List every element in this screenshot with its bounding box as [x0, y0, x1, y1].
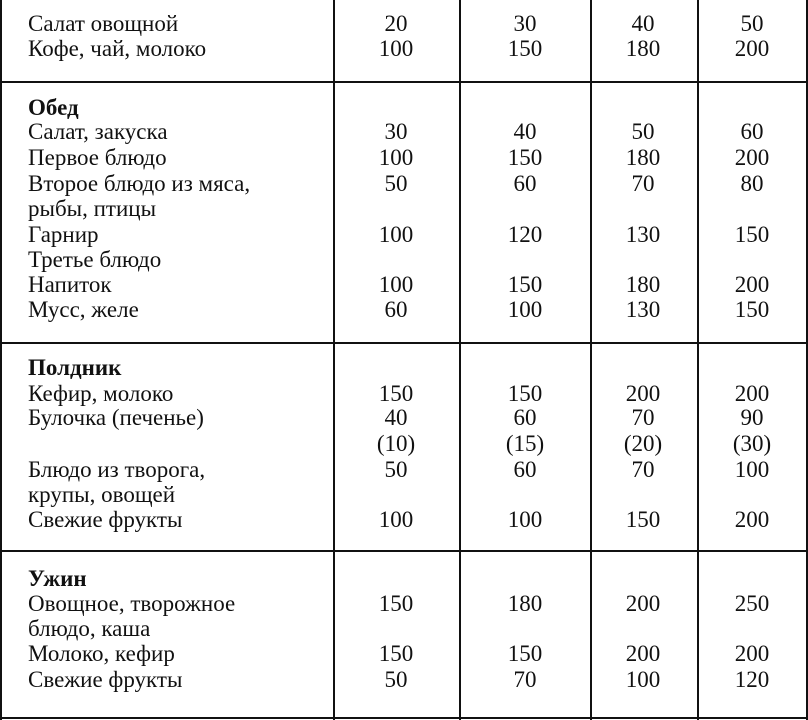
value-cell: 100 — [507, 297, 543, 322]
item-label: Третье блюдо — [28, 247, 162, 272]
value-cell: 60 — [740, 119, 764, 144]
table-row — [0, 247, 808, 273]
value-cell: (10) — [376, 431, 416, 456]
value-cell: 180 — [625, 36, 661, 61]
value-cell: 250 — [734, 591, 770, 616]
value-cell: (20) — [623, 431, 663, 456]
value-cell: 200 — [734, 36, 770, 61]
item-label: рыбы, птицы — [28, 196, 157, 221]
value-cell: 130 — [625, 222, 661, 247]
value-cell: 150 — [507, 145, 543, 170]
section-title-row — [0, 95, 808, 121]
section-separator — [0, 342, 808, 344]
value-cell: 70 — [631, 405, 655, 430]
table-row — [0, 36, 808, 62]
value-cell: 180 — [625, 145, 661, 170]
item-label: Молоко, кефир — [28, 641, 175, 666]
section-title: Обед — [28, 95, 79, 120]
section-separator — [0, 81, 808, 83]
table-row — [0, 381, 808, 407]
value-cell: (15) — [505, 431, 545, 456]
value-cell: 60 — [384, 297, 408, 322]
table-row — [0, 405, 808, 431]
table-row — [0, 482, 808, 508]
table-row — [0, 667, 808, 693]
table-row — [0, 507, 808, 533]
value-cell: 200 — [734, 641, 770, 666]
value-cell: 60 — [513, 405, 537, 430]
table-row — [0, 641, 808, 667]
value-cell: 90 — [740, 405, 764, 430]
table-row — [0, 591, 808, 617]
value-cell: 100 — [378, 145, 414, 170]
value-cell: 150 — [734, 222, 770, 247]
section-separator — [0, 550, 808, 552]
value-cell: 30 — [513, 11, 537, 36]
item-label: Гарнир — [28, 222, 99, 247]
section-title-row — [0, 355, 808, 381]
value-cell: 50 — [384, 667, 408, 692]
value-cell: 150 — [507, 36, 543, 61]
value-cell: 20 — [384, 11, 408, 36]
table-row — [0, 119, 808, 145]
item-label: Свежие фрукты — [28, 667, 183, 692]
item-label: Булочка (печенье) — [28, 405, 204, 430]
section-title-row — [0, 566, 808, 592]
value-cell: 150 — [734, 297, 770, 322]
value-cell: 40 — [513, 119, 537, 144]
value-cell: 100 — [378, 222, 414, 247]
value-cell: 50 — [631, 119, 655, 144]
value-cell: 50 — [740, 11, 764, 36]
value-cell: 80 — [740, 171, 764, 196]
value-cell: 50 — [384, 171, 408, 196]
item-label: Овощное, творожное — [28, 591, 236, 616]
value-cell: 200 — [625, 591, 661, 616]
value-cell: 130 — [625, 297, 661, 322]
value-cell: 120 — [507, 222, 543, 247]
item-label: блюдо, каша — [28, 616, 151, 641]
table-row — [0, 457, 808, 483]
value-cell: 200 — [734, 507, 770, 532]
item-label: Напиток — [28, 272, 112, 297]
value-cell: 200 — [734, 272, 770, 297]
item-label: Второе блюдо из мяса, — [28, 171, 251, 196]
item-label: Первое блюдо — [28, 145, 167, 170]
table-row — [0, 431, 808, 457]
value-cell: 70 — [513, 667, 537, 692]
table-row — [0, 196, 808, 222]
table-row — [0, 222, 808, 248]
value-cell: 100 — [378, 36, 414, 61]
table-row — [0, 272, 808, 298]
value-cell: 150 — [378, 641, 414, 666]
value-cell: 150 — [378, 381, 414, 406]
value-cell: 150 — [507, 641, 543, 666]
item-label: Мусс, желе — [28, 297, 139, 322]
value-cell: (30) — [732, 431, 772, 456]
value-cell: 40 — [631, 11, 655, 36]
item-label: Кофе, чай, молоко — [28, 36, 207, 61]
value-cell: 200 — [625, 641, 661, 666]
value-cell: 150 — [507, 381, 543, 406]
value-cell: 200 — [625, 381, 661, 406]
item-label: Свежие фрукты — [28, 507, 183, 532]
section-title: Полдник — [28, 355, 122, 380]
value-cell: 100 — [378, 272, 414, 297]
table-row — [0, 171, 808, 197]
value-cell: 70 — [631, 171, 655, 196]
value-cell: 100 — [378, 507, 414, 532]
value-cell: 150 — [625, 507, 661, 532]
value-cell: 200 — [734, 381, 770, 406]
item-label: Кефир, молоко — [28, 381, 174, 406]
value-cell: 180 — [625, 272, 661, 297]
value-cell: 120 — [734, 667, 770, 692]
item-label: Салат, закуска — [28, 119, 168, 144]
value-cell: 180 — [507, 591, 543, 616]
value-cell: 40 — [384, 405, 408, 430]
table-row — [0, 616, 808, 642]
item-label: крупы, овощей — [28, 482, 176, 507]
item-label: Блюдо из творога, — [28, 457, 206, 482]
value-cell: 100 — [507, 507, 543, 532]
value-cell: 60 — [513, 457, 537, 482]
section-separator — [0, 717, 808, 719]
value-cell: 200 — [734, 145, 770, 170]
value-cell: 100 — [734, 457, 770, 482]
value-cell: 30 — [384, 119, 408, 144]
table-row — [0, 145, 808, 171]
value-cell: 100 — [625, 667, 661, 692]
value-cell: 50 — [384, 457, 408, 482]
value-cell: 150 — [507, 272, 543, 297]
value-cell: 70 — [631, 457, 655, 482]
value-cell: 150 — [378, 591, 414, 616]
section-title: Ужин — [28, 566, 87, 591]
table-row — [0, 11, 808, 37]
value-cell: 60 — [513, 171, 537, 196]
item-label: Салат овощной — [28, 11, 179, 36]
table-row — [0, 297, 808, 323]
